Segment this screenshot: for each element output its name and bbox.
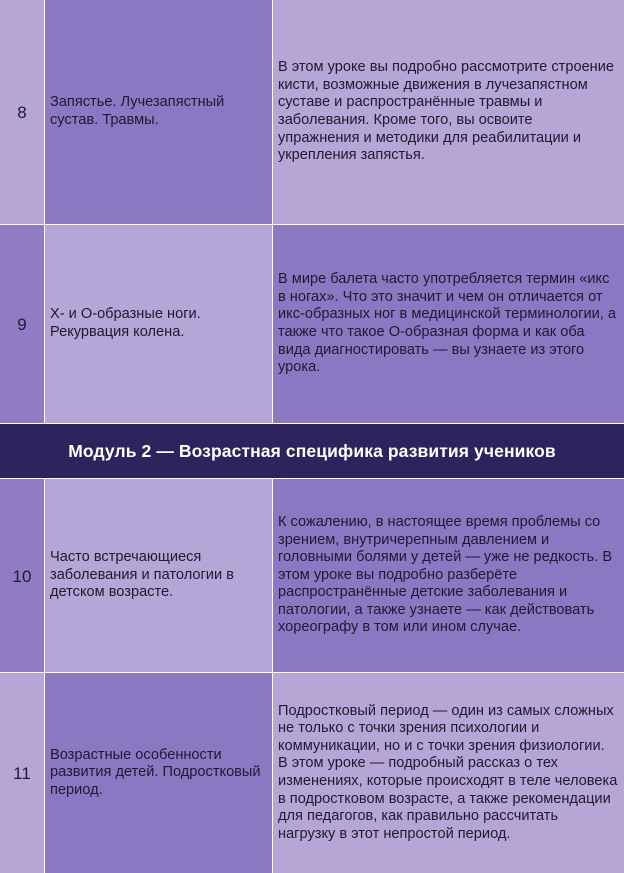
- lesson-row: [0, 673, 624, 873]
- lesson-row: [0, 225, 624, 423]
- lesson-title: Часто встречающиеся заболевания и патологии в детском возрасте.: [45, 479, 272, 672]
- lesson-description: К сожалению, в настоящее время проблемы со зрением, внутричерепным давлением и головными болями у детей — уже не редкость. В этом уроке вы подробно разберёте распространённые детские заболевания и патологии, а также узнаете — как действовать хореографу в том или ином случае.: [273, 479, 624, 672]
- lesson-row: [0, 0, 624, 224]
- module-header: [0, 424, 624, 478]
- module-title: Модуль 2 — Возрастная специфика развития учеников: [68, 440, 556, 461]
- lesson-row: [0, 479, 624, 672]
- lesson-number: 11: [0, 673, 44, 873]
- lesson-title: Возрастные особенности развития детей. Подростковый период.: [45, 673, 272, 873]
- lesson-description: Подростковый период — один из самых сложных не только с точки зрения психологии и коммуникации, но и с точки зрения физиологии. В этом уроке — подробный рассказ о тех изменениях, которые происходят в теле человека в подростковом возрасте, а также рекомендации для педагогов, как правильно рассчитать нагрузку в этот непростой период.: [273, 673, 624, 873]
- lesson-title: Запястье. Лучезапястный сустав. Травмы.: [45, 0, 272, 224]
- lesson-description: В мире балета часто употребляется термин «икс в ногах». Что это значит и чем он отличается от икс-образных ног в медицинской терминологии, а также что такое O-образная форма и как оба вида диагностировать — вы узнаете из этого урока.: [273, 225, 624, 423]
- lesson-description: В этом уроке вы подробно рассмотрите строение кисти, возможные движения в лучезапястном суставе и распространённые травмы и заболевания. Кроме того, вы освоите упражнения и методики для реабилитации и укрепления запястья.: [273, 0, 624, 224]
- lesson-number: 10: [0, 479, 44, 672]
- lesson-title: X- и O-образные ноги. Рекурвация колена.: [45, 225, 272, 423]
- lesson-number: 9: [0, 225, 44, 423]
- lesson-number: 8: [0, 0, 44, 224]
